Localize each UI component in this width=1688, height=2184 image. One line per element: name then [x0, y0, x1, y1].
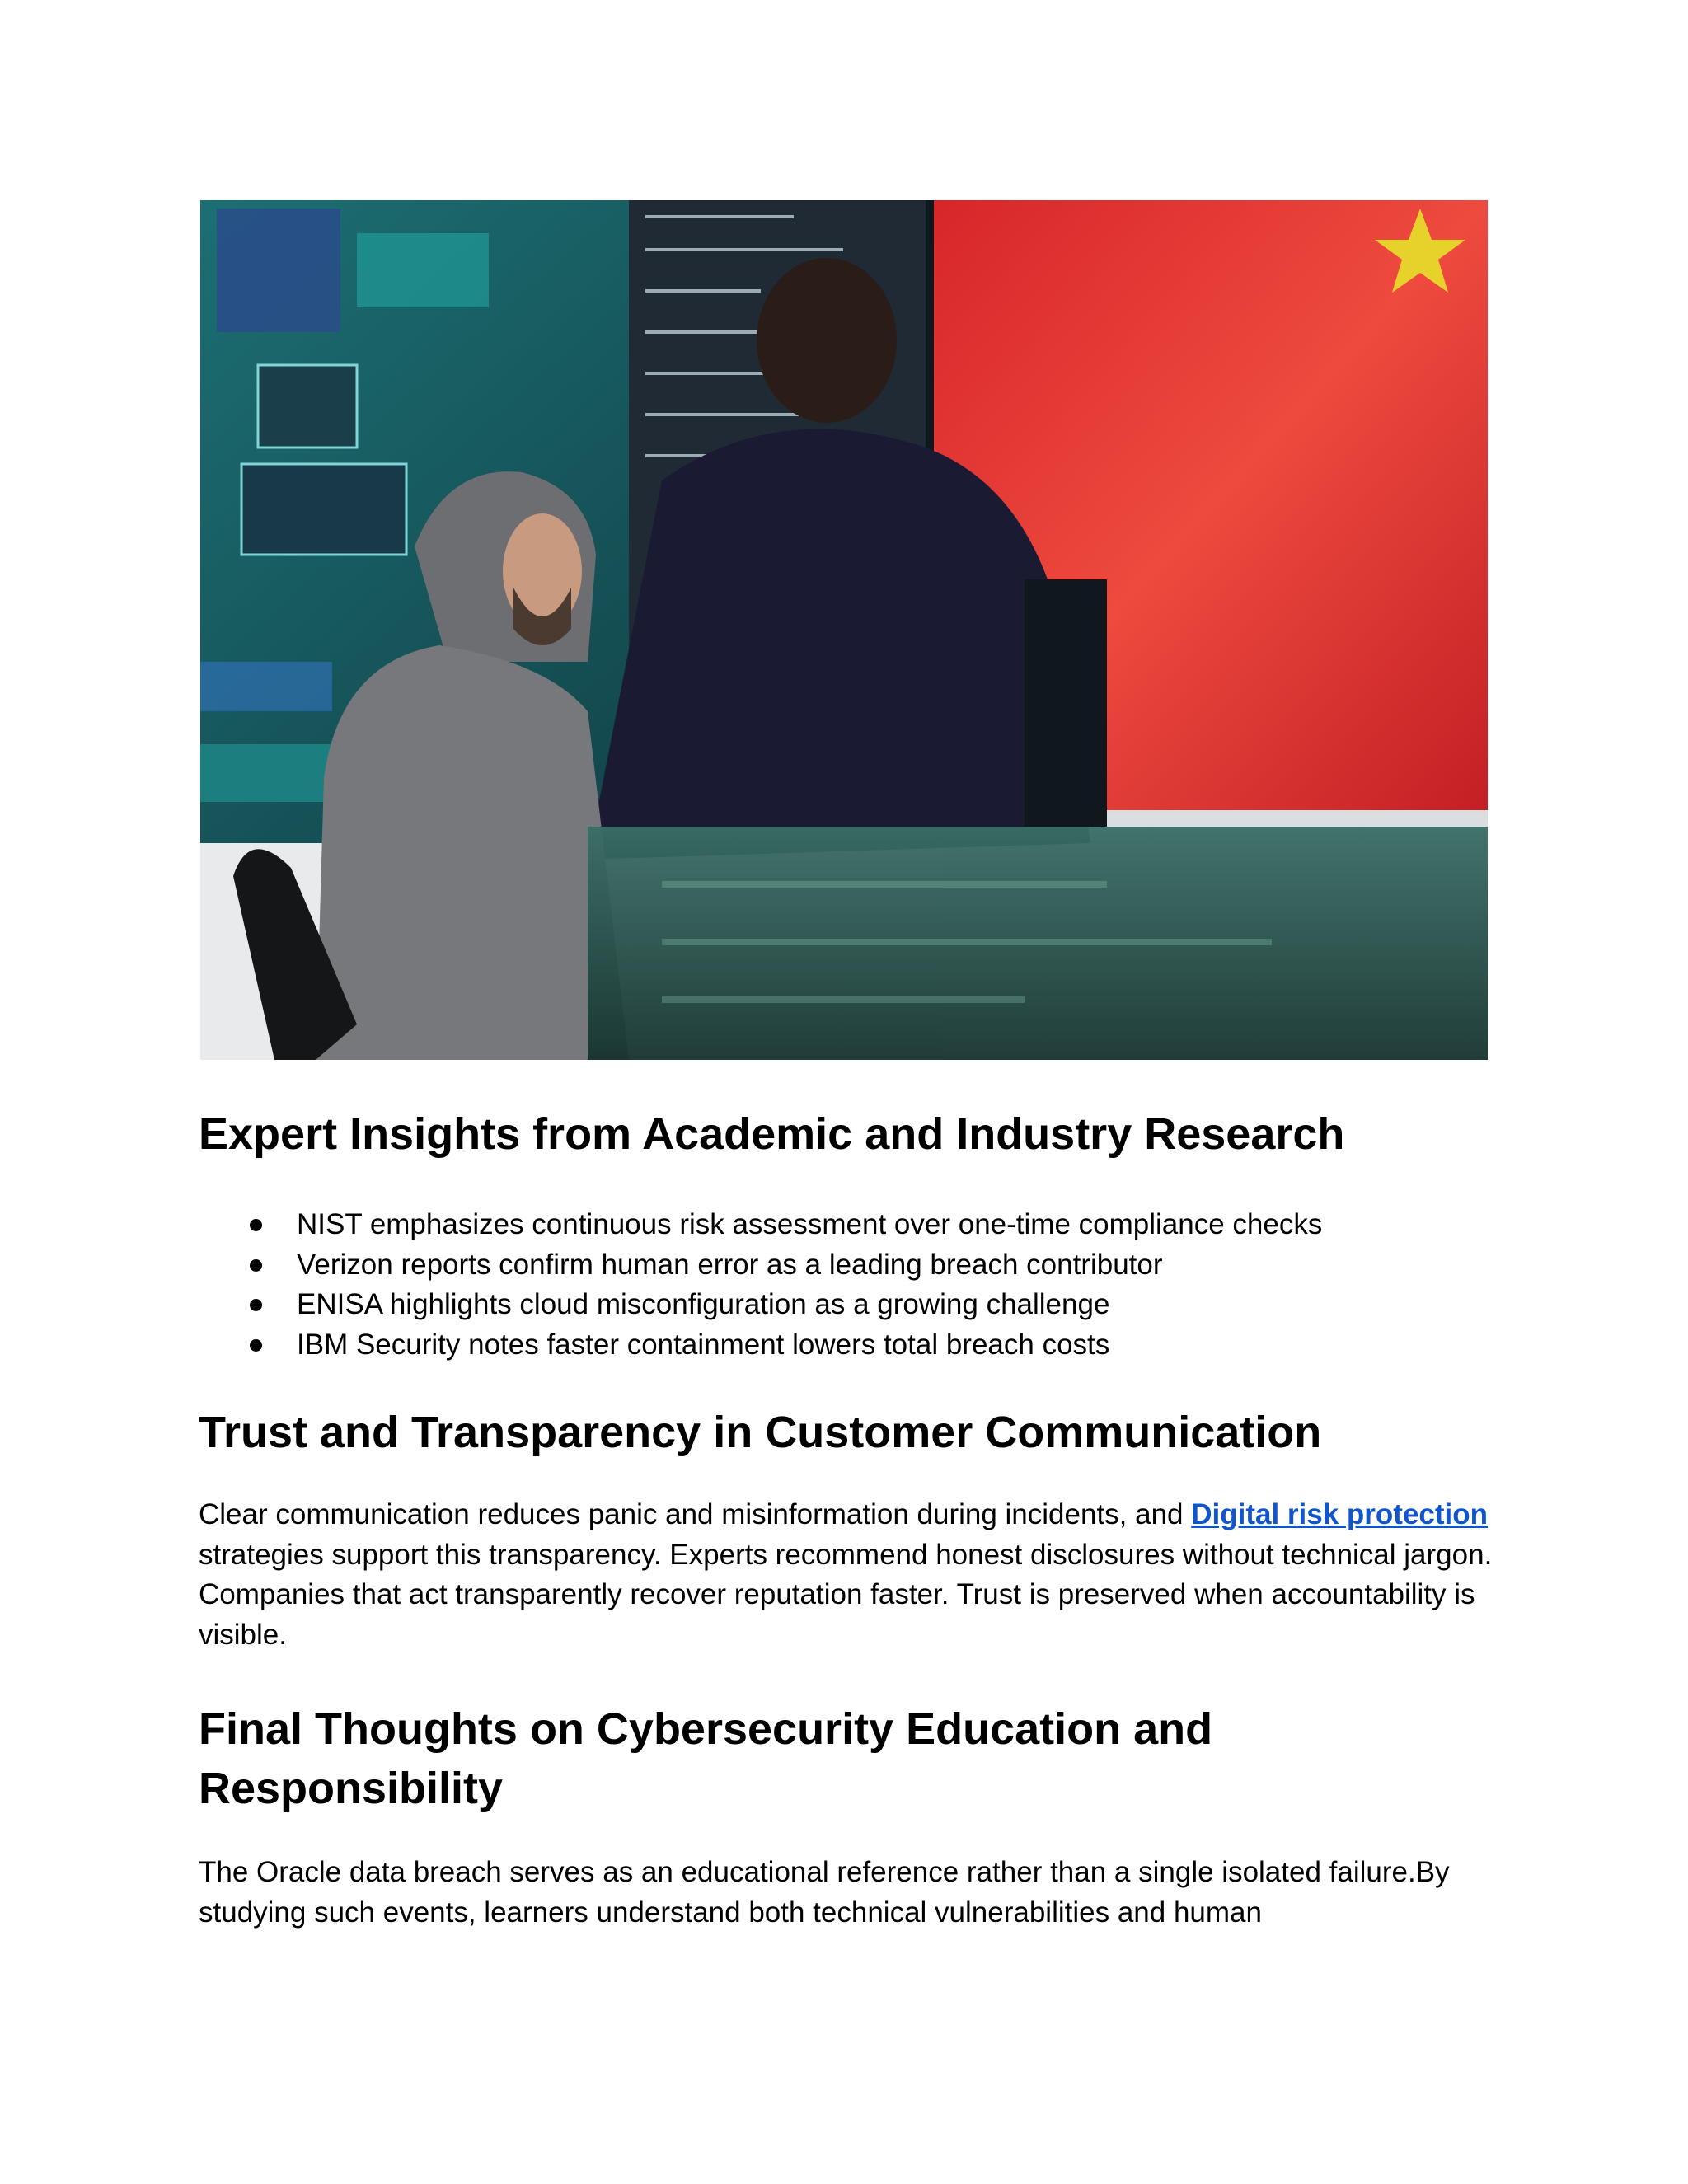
section-heading-final: Final Thoughts on Cybersecurity Education and Responsibility	[199, 1704, 1213, 1813]
digital-risk-protection-link[interactable]: Digital risk protection	[1191, 1498, 1489, 1530]
section-heading-trust: Trust and Transparency in Customer Communication	[199, 1408, 1322, 1457]
bullet-icon	[250, 1299, 262, 1311]
section-heading-expert: Expert Insights from Academic and Industry Research	[199, 1109, 1345, 1159]
bullet-icon	[250, 1259, 262, 1272]
list-item: Verizon reports confirm human error as a leading breach contributor	[239, 1245, 1475, 1286]
trust-paragraph: Clear communication reduces panic and misinformation during incidents, and Digital risk protection strategies support this transparency. Experts recommend honest disclosures without technical jargon. Companies that act transparently recover reputation faster. Trust is preserved when accountability is visible.	[199, 1498, 1493, 1651]
bullet-icon	[250, 1339, 262, 1352]
hero-photo	[200, 200, 1488, 1060]
list-item: ENISA highlights cloud misconfiguration as a growing challenge	[239, 1285, 1475, 1325]
final-paragraph: The Oracle data breach serves as an educational reference rather than a single isolated failure.By studying such events, learners understand both technical vulnerabilities and human	[199, 1856, 1450, 1929]
hooded-hacker-photo-icon	[200, 200, 1488, 1060]
expert-insights-list	[239, 1205, 1475, 1365]
bullet-icon	[250, 1219, 262, 1231]
list-item: NIST emphasizes continuous risk assessment over one-time compliance checks	[239, 1205, 1475, 1245]
list-item: IBM Security notes faster containment lowers total breach costs	[239, 1325, 1475, 1366]
